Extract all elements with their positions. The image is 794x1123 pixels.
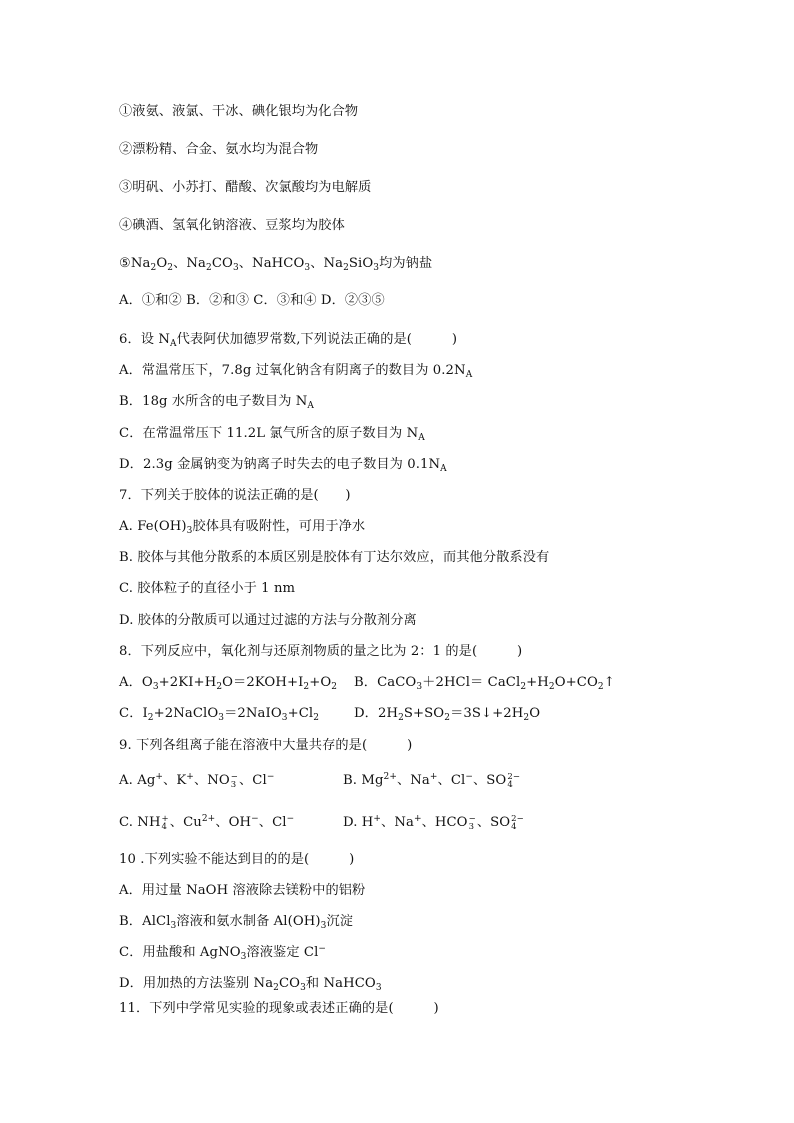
text: 、OH [215, 815, 252, 830]
text: CO [278, 976, 301, 991]
text: C．用盐酸和 AgNO [119, 945, 241, 960]
question-6-option-c [119, 425, 425, 443]
superscript: − [286, 814, 295, 824]
question-10-option-d [119, 975, 382, 993]
question-7-option-c [119, 580, 295, 598]
statement-5 [119, 255, 432, 273]
superscript: − [266, 772, 275, 782]
text: +2NaClO [153, 706, 219, 721]
superscript: + [155, 772, 164, 782]
subscript: A [465, 370, 473, 380]
text: 溶液和氨水制备 Al(OH) [176, 914, 321, 929]
text: A. Fe(OH) [119, 519, 187, 534]
text: 、Cu [169, 815, 202, 830]
superscript: + [413, 814, 422, 824]
superscript: − [465, 772, 473, 782]
superscript: − [318, 944, 327, 954]
subscript: 3 [152, 682, 159, 692]
text: A．O [119, 675, 153, 690]
text: C．在常温常压下 11.2L 氯气所含的原子数目为 N [119, 426, 419, 441]
text: ＋2HCl＝ CaCl [422, 675, 521, 690]
text: SiO [348, 256, 374, 271]
text: 代表阿伏加德罗常数,下列说法正确的是( ) [176, 332, 458, 347]
subscript: 3 [416, 682, 423, 692]
superscript: 2+ [201, 814, 216, 824]
question-7-option-a [119, 518, 365, 536]
text: ↑ [603, 675, 615, 690]
question-10-option-a [119, 882, 365, 900]
statement-1 [119, 103, 358, 121]
charge-stack [511, 815, 524, 831]
text: D. H [343, 815, 374, 830]
text: 、SO [473, 773, 507, 788]
text: ①液氨、液氯、干冰、碘化银均为化合物 [119, 104, 359, 119]
statement-2 [119, 141, 318, 159]
subscript: 2 [343, 263, 349, 273]
text: 、Na [381, 815, 414, 830]
text: 均为钠盐 [379, 256, 433, 271]
charge: + [161, 813, 169, 824]
text: 溶液鉴定 Cl [246, 945, 319, 960]
subscript: 3 [232, 263, 239, 273]
text: 7．下列关于胶体的说法正确的是( ) [119, 488, 351, 503]
statement-3 [119, 179, 371, 197]
subscript: 4 [507, 779, 513, 790]
text: D．2.3g 金属钠变为钠离子时失去的电子数目为 0.1N [119, 457, 441, 472]
option-c [119, 706, 319, 721]
subscript: 3 [218, 713, 225, 723]
superscript: 2+ [383, 772, 397, 782]
text: 9. 下列各组离子能在溶液中大量共存的是( ) [119, 738, 413, 753]
text: D．2H [354, 706, 399, 721]
subscript: 3 [281, 713, 288, 723]
ion-charge [230, 772, 239, 790]
superscript: + [186, 772, 194, 782]
question-7-option-d [119, 612, 417, 630]
text: +O [309, 675, 332, 690]
charge: 2− [511, 813, 524, 824]
text: ＝2NaIO [224, 706, 282, 721]
question-10-option-c [119, 944, 326, 962]
subscript: 2 [147, 713, 154, 723]
question-10-option-b [119, 913, 353, 931]
text: B．AlCl [119, 914, 171, 929]
question-8-stem [119, 643, 522, 661]
question-9-stem [119, 737, 412, 755]
subscript: 3 [240, 952, 247, 962]
subscript: A [418, 433, 425, 443]
text: 8．下列反应中，氧化剂与还原剂物质的量之比为 2：1 的是( ) [119, 644, 523, 659]
text: 、K [163, 773, 187, 788]
text: O＝2KOH+I [222, 675, 304, 690]
superscript: − [251, 814, 259, 824]
subscript: 2 [398, 713, 404, 723]
text: C．I [119, 706, 148, 721]
text: 沉淀 [326, 914, 354, 929]
superscript: + [429, 772, 438, 782]
text: ②漂粉精、合金、氨水均为混合物 [119, 142, 319, 157]
text: C. NH [119, 815, 161, 830]
subscript: 3 [230, 779, 237, 790]
text: A．常温常压下，7.8g 过氧化钠含有阴离子的数目为 0.2N [119, 363, 466, 378]
text: D．用加热的方法鉴别 Na [119, 976, 274, 991]
subscript: 3 [170, 921, 177, 931]
text: 、Na [173, 256, 206, 271]
question-6-option-b [119, 393, 314, 411]
option-a [119, 773, 274, 788]
text: O+CO [554, 675, 598, 690]
question-11-stem [119, 1000, 439, 1018]
text: 10 .下列实验不能达到目的的是( ) [119, 852, 355, 867]
subscript: 3 [320, 921, 327, 931]
charge-stack [162, 815, 169, 831]
text: A．用过量 NaOH 溶液除去镁粉中的铝粉 [119, 883, 366, 898]
text: +2KI+H [158, 675, 217, 690]
charge-stack [231, 773, 238, 789]
text: O [529, 706, 541, 721]
question-9-options-ab [119, 771, 521, 790]
text: 胶体具有吸附性，可用于净水 [192, 519, 366, 534]
text: 、Cl [437, 773, 466, 788]
text: ＝3S↓+2H [450, 706, 524, 721]
ion-charge [510, 814, 525, 832]
subscript: A [307, 401, 315, 411]
question-8-options-cd [119, 705, 541, 723]
question-6-stem [119, 331, 457, 349]
subscript: 3 [304, 263, 311, 273]
subscript: 2 [150, 263, 157, 273]
subscript: 2 [303, 682, 310, 692]
text: S+SO [403, 706, 445, 721]
question-5-options [119, 292, 385, 310]
charge: − [468, 813, 476, 824]
subscript: 2 [520, 682, 527, 692]
text: D. 胶体的分散质可以通过过滤的方法与分散剂分离 [119, 613, 417, 628]
text: 、Cl [239, 773, 267, 788]
subscript: 4 [511, 821, 517, 832]
statement-4 [119, 217, 345, 235]
ion-charge [468, 814, 477, 832]
question-9-options-cd [119, 813, 524, 832]
text: +Cl [287, 706, 314, 721]
text: 、NaHCO [238, 256, 305, 271]
subscript: 3 [186, 526, 193, 536]
text: B．18g 水所含的电子数目为 N [119, 394, 308, 409]
subscript: 2 [444, 713, 451, 723]
subscript: 3 [373, 263, 380, 273]
superscript: + [373, 814, 382, 824]
charge: 2− [507, 771, 521, 782]
option-d [354, 705, 540, 723]
text: 、Na [397, 773, 430, 788]
ion-charge [161, 814, 170, 832]
subscript: 4 [161, 821, 168, 832]
text: +H [526, 675, 549, 690]
subscript: 2 [167, 263, 174, 273]
text: CO [211, 256, 233, 271]
text: A．①和② B．②和③ C．③和④ D．②③⑤ [119, 293, 385, 308]
text: B．CaCO [354, 675, 417, 690]
text: 6．设 N [119, 332, 170, 347]
option-b [354, 674, 615, 692]
text: 、Na [310, 256, 344, 271]
subscript: 2 [523, 713, 530, 723]
subscript: A [440, 464, 447, 474]
subscript: 3 [375, 983, 382, 993]
subscript: 2 [206, 263, 212, 273]
ion-charge [506, 772, 521, 790]
option-d [343, 814, 525, 832]
subscript: 2 [216, 682, 223, 692]
option-c [119, 815, 294, 830]
subscript: 2 [273, 983, 279, 993]
question-6-option-a [119, 362, 472, 380]
subscript: A [170, 339, 177, 349]
subscript: 3 [300, 983, 306, 993]
subscript: 2 [331, 682, 338, 692]
question-7-stem [119, 487, 351, 505]
text: 、SO [476, 815, 511, 830]
question-10-stem [119, 851, 354, 869]
option-a [119, 675, 337, 690]
charge-stack [469, 815, 476, 831]
text: A. Ag [119, 773, 156, 788]
subscript: 2 [597, 682, 604, 692]
text: 、NO [193, 773, 230, 788]
text: ③明矾、小苏打、醋酸、次氯酸均为电解质 [119, 180, 372, 195]
question-7-option-b [119, 549, 549, 567]
text: ④碘酒、氢氧化钠溶液、豆浆均为胶体 [119, 218, 345, 233]
text: 、Cl [258, 815, 287, 830]
question-8-options-ab [119, 674, 615, 692]
text: 11．下列中学常见实验的现象或表述正确的是( ) [119, 1001, 439, 1016]
option-b [343, 772, 521, 790]
subscript: 3 [468, 821, 475, 832]
text: O [156, 256, 168, 271]
charge: − [230, 771, 239, 782]
text: B. 胶体与其他分散系的本质区别是胶体有丁达尔效应，而其他分散系没有 [119, 550, 550, 565]
text: 和 NaHCO [305, 976, 376, 991]
charge-stack [507, 773, 520, 789]
subscript: 2 [548, 682, 555, 692]
subscript: 2 [313, 713, 320, 723]
text: B. Mg [343, 773, 384, 788]
text: C. 胶体粒子的直径小于 1 nm [119, 581, 296, 596]
text: 、HCO [421, 815, 468, 830]
text: ⑤Na [119, 256, 151, 271]
question-6-option-d [119, 456, 447, 474]
